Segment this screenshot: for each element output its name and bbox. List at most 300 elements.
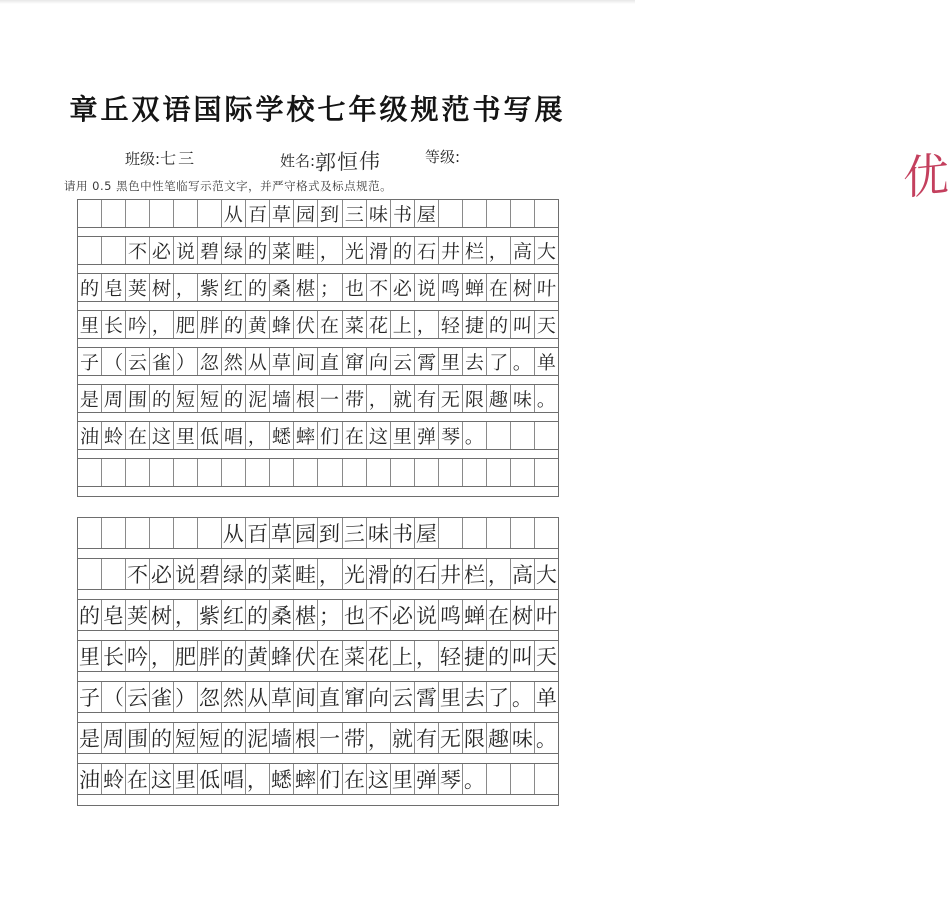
handwritten-character: 的 — [247, 241, 268, 263]
handwritten-character: 说 — [415, 603, 437, 629]
handwritten-character: 花 — [368, 315, 388, 337]
written-character-cell — [415, 723, 439, 753]
handwritten-character: 云 — [126, 685, 149, 711]
handwritten-character: 必 — [151, 241, 172, 263]
written-character-cell — [126, 723, 150, 753]
written-character-cell — [198, 348, 222, 375]
handwritten-character: 红 — [223, 278, 244, 300]
grid-spacer-band — [78, 486, 558, 496]
handwritten-character: 捷 — [464, 315, 485, 337]
written-character-cell — [415, 518, 439, 548]
empty-grid-cell — [126, 459, 150, 486]
written-character-cell — [198, 274, 222, 301]
handwritten-character: 栏 — [464, 241, 485, 263]
written-character-cell — [78, 311, 102, 338]
written-character-cell — [294, 237, 318, 264]
handwritten-character: 味 — [367, 521, 389, 547]
written-character-cell — [270, 600, 294, 630]
handwritten-character: ， — [415, 644, 437, 670]
empty-grid-cell — [415, 459, 439, 486]
handwritten-character: 去 — [463, 685, 485, 711]
written-character-cell — [391, 422, 415, 449]
empty-grid-cell — [535, 459, 558, 486]
handwritten-character: ， — [488, 241, 509, 263]
written-character-cell — [150, 237, 174, 264]
written-character-cell — [78, 641, 102, 671]
handwritten-character: 荚 — [126, 603, 149, 629]
written-character-cell — [487, 237, 511, 264]
handwritten-character: 石 — [415, 562, 437, 588]
written-character-cell — [415, 641, 439, 671]
written-character-cell — [246, 518, 270, 548]
empty-grid-cell — [511, 200, 535, 227]
handwritten-character: 的 — [488, 315, 509, 337]
handwritten-character: 弹 — [416, 426, 437, 448]
empty-grid-cell — [511, 459, 535, 486]
handwritten-character: 石 — [416, 241, 437, 263]
handwritten-character: 直 — [319, 685, 341, 711]
handwritten-character: 叫 — [512, 315, 533, 337]
empty-grid-cell — [174, 459, 198, 486]
handwritten-character: 限 — [464, 389, 485, 411]
written-character-cell — [174, 274, 198, 301]
handwritten-character: 忽 — [199, 352, 220, 374]
grade-label: 等级: — [425, 148, 461, 166]
handwritten-character: 然 — [223, 352, 244, 374]
empty-grid-cell — [535, 422, 558, 449]
handwritten-character: （ — [103, 352, 124, 374]
written-character-cell — [270, 385, 294, 412]
written-character-cell — [222, 682, 246, 712]
written-character-cell — [318, 237, 342, 264]
written-character-cell — [343, 385, 367, 412]
handwritten-character: ， — [319, 562, 341, 588]
written-character-cell — [222, 311, 246, 338]
written-character-cell — [246, 641, 270, 671]
handwritten-character: 短 — [174, 726, 197, 752]
written-character-cell — [222, 274, 246, 301]
written-character-cell — [150, 764, 174, 794]
handwritten-character: 然 — [223, 685, 245, 711]
handwritten-character: 的 — [392, 241, 412, 263]
written-character-cell — [415, 764, 439, 794]
handwritten-character: 滑 — [367, 562, 389, 588]
written-character-cell — [415, 237, 439, 264]
handwritten-character: 必 — [392, 278, 412, 300]
handwritten-character: 一 — [320, 389, 340, 411]
handwritten-character: 的 — [78, 603, 101, 629]
handwritten-character: 根 — [295, 726, 317, 752]
written-character-cell — [150, 385, 174, 412]
empty-grid-cell — [78, 200, 102, 227]
written-character-cell — [535, 723, 558, 753]
grid-row — [78, 559, 558, 589]
written-character-cell — [294, 311, 318, 338]
handwritten-character: 滑 — [368, 241, 388, 263]
handwritten-character: 的 — [247, 603, 269, 629]
handwritten-character: 椹 — [295, 603, 317, 629]
handwritten-character: 雀 — [150, 685, 173, 711]
empty-grid-cell — [102, 459, 126, 486]
written-character-cell — [294, 385, 318, 412]
written-character-cell — [78, 422, 102, 449]
handwritten-character: 了 — [487, 685, 509, 711]
handwritten-character: 百 — [247, 521, 269, 547]
empty-grid-cell — [150, 200, 174, 227]
written-character-cell — [318, 682, 342, 712]
empty-grid-cell — [487, 422, 511, 449]
grid-row — [78, 200, 558, 227]
written-character-cell — [439, 600, 463, 630]
empty-grid-cell — [174, 518, 198, 548]
handwritten-character: 碧 — [199, 241, 220, 263]
grid-spacer-band — [78, 412, 558, 422]
written-character-cell — [391, 385, 415, 412]
written-character-cell — [439, 274, 463, 301]
written-character-cell — [270, 723, 294, 753]
written-character-cell — [126, 274, 150, 301]
handwritten-character: 是 — [78, 726, 101, 752]
written-character-cell — [102, 274, 126, 301]
written-character-cell — [126, 422, 150, 449]
written-character-cell — [343, 641, 367, 671]
written-character-cell — [318, 422, 342, 449]
written-character-cell — [198, 723, 222, 753]
handwritten-character: 草 — [271, 204, 292, 226]
handwritten-character: ； — [320, 278, 340, 300]
written-character-cell — [222, 237, 246, 264]
handwritten-character: 琴 — [440, 426, 461, 448]
written-character-cell — [487, 348, 511, 375]
written-character-cell — [294, 682, 318, 712]
writing-grid-model-section — [77, 199, 559, 497]
handwritten-character: （ — [102, 685, 125, 711]
handwritten-character: 味 — [511, 726, 534, 752]
handwritten-character: 油 — [78, 767, 101, 793]
written-character-cell — [318, 311, 342, 338]
handwritten-character: 霄 — [416, 352, 437, 374]
written-character-cell — [102, 600, 126, 630]
handwritten-character: 井 — [440, 241, 461, 263]
empty-grid-cell — [270, 459, 294, 486]
written-character-cell — [391, 600, 415, 630]
handwritten-character: 。 — [512, 352, 533, 374]
grid-row — [78, 237, 558, 264]
written-character-cell — [150, 723, 174, 753]
written-character-cell — [126, 385, 150, 412]
written-character-cell — [391, 200, 415, 227]
handwritten-character: 。 — [536, 389, 557, 411]
written-character-cell — [367, 559, 391, 589]
handwritten-character: ， — [487, 562, 509, 588]
handwritten-character: 里 — [79, 315, 100, 337]
written-character-cell — [535, 682, 558, 712]
handwritten-character: 畦 — [295, 562, 317, 588]
written-character-cell — [343, 237, 367, 264]
written-character-cell — [318, 518, 342, 548]
written-character-cell — [511, 237, 535, 264]
written-character-cell — [78, 723, 102, 753]
empty-grid-cell — [535, 200, 558, 227]
written-character-cell — [222, 385, 246, 412]
handwritten-character: 里 — [174, 767, 197, 793]
written-character-cell — [102, 723, 126, 753]
handwritten-character: 的 — [391, 562, 413, 588]
handwritten-character: 屋 — [416, 204, 437, 226]
handwritten-character: 捷 — [463, 644, 485, 670]
written-character-cell — [222, 200, 246, 227]
handwritten-character: 书 — [391, 521, 413, 547]
empty-grid-cell — [198, 459, 222, 486]
grid-row — [78, 518, 558, 548]
written-character-cell — [270, 422, 294, 449]
written-character-cell — [294, 559, 318, 589]
written-character-cell — [78, 348, 102, 375]
handwritten-character: 从 — [247, 352, 268, 374]
written-character-cell — [270, 559, 294, 589]
written-character-cell — [294, 600, 318, 630]
empty-grid-cell — [463, 518, 487, 548]
handwritten-character: 短 — [199, 389, 220, 411]
handwritten-character: 蜂 — [271, 644, 293, 670]
written-character-cell — [198, 600, 222, 630]
handwritten-character: 是 — [79, 389, 100, 411]
writing-grid-student-section — [77, 517, 559, 806]
handwritten-character: 的 — [223, 315, 244, 337]
handwritten-character: 短 — [175, 389, 196, 411]
handwritten-character: 雀 — [151, 352, 172, 374]
handwritten-character: 不 — [126, 562, 149, 588]
empty-grid-cell — [198, 518, 222, 548]
written-character-cell — [246, 200, 270, 227]
handwritten-character: 必 — [391, 603, 413, 629]
written-character-cell — [222, 723, 246, 753]
handwritten-character: 里 — [175, 426, 196, 448]
handwritten-character: ， — [174, 603, 197, 629]
handwritten-character: ， — [247, 426, 268, 448]
written-character-cell — [150, 641, 174, 671]
written-character-cell — [487, 559, 511, 589]
written-character-cell — [511, 311, 535, 338]
written-character-cell — [415, 682, 439, 712]
written-character-cell — [511, 559, 535, 589]
handwritten-character: 伏 — [295, 644, 317, 670]
written-character-cell — [343, 311, 367, 338]
written-character-cell — [391, 682, 415, 712]
handwritten-character: 轻 — [440, 315, 461, 337]
written-character-cell — [487, 723, 511, 753]
written-character-cell — [511, 385, 535, 412]
handwritten-character: 去 — [464, 352, 485, 374]
handwritten-character: 云 — [392, 352, 412, 374]
written-character-cell — [463, 764, 487, 794]
handwritten-character: 周 — [103, 389, 124, 411]
written-character-cell — [415, 385, 439, 412]
empty-grid-cell — [463, 200, 487, 227]
written-character-cell — [439, 348, 463, 375]
written-character-cell — [391, 641, 415, 671]
grid-row — [78, 311, 558, 338]
written-character-cell — [535, 641, 558, 671]
empty-grid-cell — [511, 518, 535, 548]
written-character-cell — [126, 600, 150, 630]
handwritten-character: 园 — [296, 204, 316, 226]
handwritten-character: 蟋 — [271, 767, 293, 793]
written-character-cell — [343, 764, 367, 794]
written-character-cell — [318, 641, 342, 671]
handwritten-character: 这 — [368, 426, 388, 448]
written-character-cell — [174, 385, 198, 412]
handwritten-character: 从 — [223, 521, 245, 547]
written-character-cell — [343, 348, 367, 375]
written-character-cell — [439, 723, 463, 753]
handwritten-character: 上 — [391, 644, 413, 670]
grid-spacer-band — [78, 301, 558, 311]
written-character-cell — [318, 200, 342, 227]
handwritten-character: 桑 — [271, 278, 292, 300]
written-character-cell — [174, 422, 198, 449]
written-character-cell — [222, 518, 246, 548]
written-character-cell — [150, 682, 174, 712]
written-character-cell — [294, 518, 318, 548]
grid-spacer-band — [78, 548, 558, 559]
written-character-cell — [270, 641, 294, 671]
empty-grid-cell — [463, 459, 487, 486]
handwritten-character: 味 — [368, 204, 388, 226]
handwritten-character: 不 — [368, 278, 388, 300]
written-character-cell — [318, 600, 342, 630]
handwritten-character: ， — [416, 315, 437, 337]
handwritten-character: 紫 — [199, 603, 221, 629]
handwritten-character: 在 — [344, 426, 364, 448]
handwritten-character: 围 — [126, 726, 149, 752]
handwritten-character: 一 — [319, 726, 341, 752]
handwritten-character: 蝉 — [464, 278, 485, 300]
written-character-cell — [439, 682, 463, 712]
written-character-cell — [222, 641, 246, 671]
handwritten-character: 里 — [78, 644, 101, 670]
handwritten-character: 有 — [416, 389, 437, 411]
written-character-cell — [294, 422, 318, 449]
handwritten-character: 轻 — [439, 644, 461, 670]
name-field — [280, 146, 381, 176]
written-character-cell — [343, 200, 367, 227]
handwritten-character: 上 — [392, 315, 412, 337]
handwritten-character: 蛉 — [103, 426, 124, 448]
handwritten-character: 也 — [343, 603, 365, 629]
written-character-cell — [535, 237, 558, 264]
written-character-cell — [246, 600, 270, 630]
handwritten-character: 窜 — [343, 685, 365, 711]
grade-field — [425, 146, 949, 206]
empty-grid-cell — [391, 459, 415, 486]
written-character-cell — [246, 723, 270, 753]
empty-grid-cell — [246, 459, 270, 486]
handwritten-character: 单 — [535, 685, 558, 711]
written-character-cell — [270, 274, 294, 301]
handwritten-character: 高 — [511, 562, 534, 588]
written-character-cell — [415, 348, 439, 375]
written-character-cell — [222, 559, 246, 589]
handwritten-character: 这 — [367, 767, 389, 793]
empty-grid-cell — [367, 459, 391, 486]
written-character-cell — [222, 764, 246, 794]
handwritten-character: 长 — [103, 315, 124, 337]
handwritten-character: 在 — [319, 644, 341, 670]
written-character-cell — [246, 764, 270, 794]
handwritten-character: 的 — [79, 278, 100, 300]
written-character-cell — [222, 422, 246, 449]
written-character-cell — [535, 559, 558, 589]
written-character-cell — [511, 723, 535, 753]
handwritten-character: 子 — [78, 685, 101, 711]
name-value: 郭恒伟 — [314, 148, 382, 176]
handwritten-character: 无 — [440, 389, 461, 411]
handwritten-character: 窜 — [344, 352, 364, 374]
empty-grid-cell — [126, 518, 150, 548]
written-character-cell — [367, 600, 391, 630]
written-character-cell — [367, 723, 391, 753]
handwritten-character: 三 — [343, 521, 365, 547]
written-character-cell — [294, 274, 318, 301]
handwritten-character: 桑 — [271, 603, 293, 629]
written-character-cell — [102, 385, 126, 412]
handwritten-character: 树 — [151, 278, 172, 300]
written-character-cell — [126, 348, 150, 375]
written-character-cell — [270, 518, 294, 548]
handwritten-character: 从 — [247, 685, 269, 711]
written-character-cell — [511, 348, 535, 375]
written-character-cell — [343, 723, 367, 753]
handwritten-character: 皂 — [103, 278, 124, 300]
written-character-cell — [102, 311, 126, 338]
handwritten-character: 大 — [536, 241, 557, 263]
written-character-cell — [415, 559, 439, 589]
empty-grid-cell — [102, 518, 126, 548]
written-character-cell — [463, 348, 487, 375]
handwritten-character: 味 — [512, 389, 533, 411]
written-character-cell — [150, 311, 174, 338]
handwritten-character: 到 — [320, 204, 340, 226]
handwritten-character: 就 — [391, 726, 413, 752]
handwritten-character: 说 — [175, 241, 196, 263]
empty-grid-cell — [439, 518, 463, 548]
written-character-cell — [246, 348, 270, 375]
handwritten-character: 在 — [487, 603, 509, 629]
written-character-cell — [126, 559, 150, 589]
class-value: 七三 — [160, 149, 197, 168]
handwritten-character: 紫 — [199, 278, 220, 300]
handwritten-character: 子 — [79, 352, 100, 374]
handwritten-character: 鸣 — [439, 603, 461, 629]
empty-grid-cell — [174, 200, 198, 227]
written-character-cell — [222, 348, 246, 375]
handwritten-character: 鸣 — [440, 278, 461, 300]
handwritten-character: 在 — [320, 315, 340, 337]
written-character-cell — [391, 518, 415, 548]
written-character-cell — [367, 682, 391, 712]
written-character-cell — [198, 311, 222, 338]
handwritten-character: 菜 — [343, 644, 365, 670]
handwritten-character: 趣 — [488, 389, 509, 411]
written-character-cell — [246, 422, 270, 449]
empty-grid-cell — [487, 200, 511, 227]
handwritten-character: 书 — [392, 204, 412, 226]
written-character-cell — [463, 274, 487, 301]
handwritten-character: 从 — [223, 204, 244, 226]
handwritten-character: 叫 — [511, 644, 534, 670]
handwritten-character: 油 — [79, 426, 100, 448]
